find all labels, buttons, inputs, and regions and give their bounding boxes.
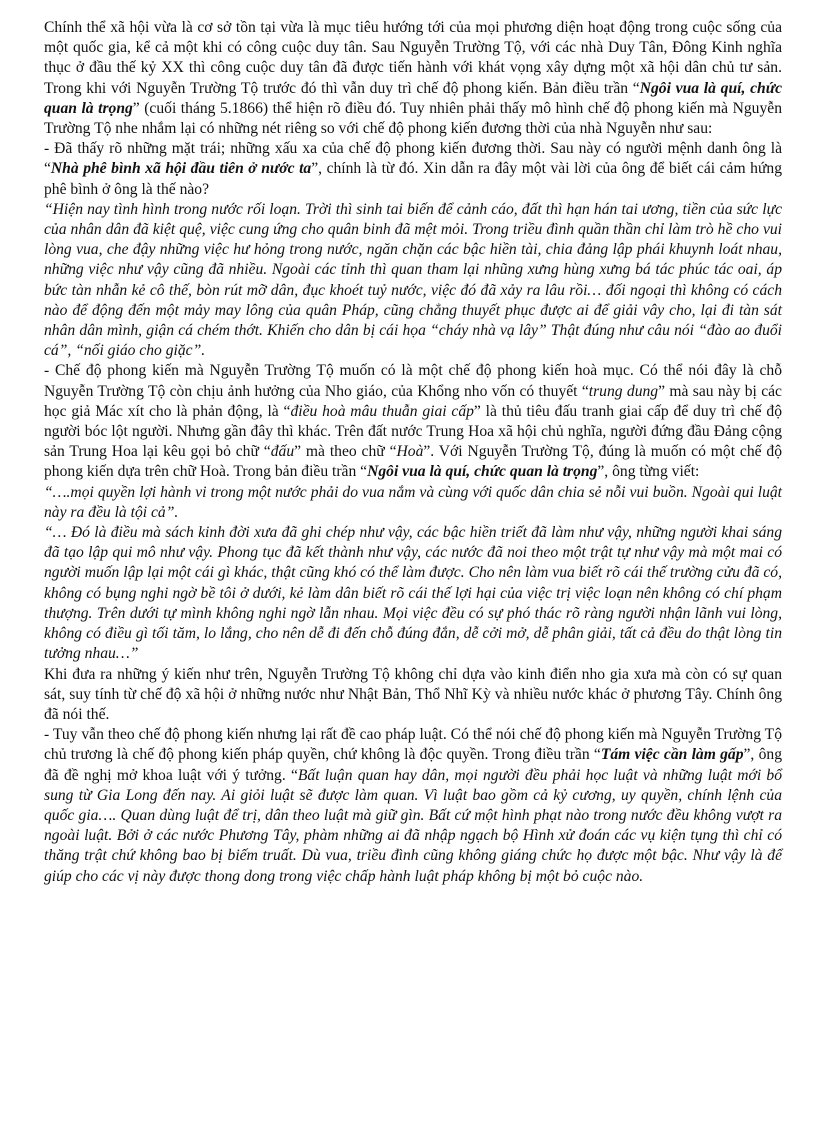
point-harmony-paragraph: - Chế độ phong kiến mà Nguyễn Trường Tộ muốn có là một chế độ phong kiến hoà mục. Có thể nói đây là chỗ Nguyễn Trường Tộ còn chịu ảnh hưởng của Nho giáo, của Khổng nho vốn có thuyết “trung dung” mà sau này bị các học giả Mác xít cho là phản động, là “điều hoà mâu thuẫn giai cấp” là thủ tiêu đấu tranh giai cấp để duy trì chế độ người bóc lột người. Nhưng gần đây thì khác. Trên đất nước Trung Hoa xã hội chủ nghĩa, người đứng đầu Đảng cộng sản Trung Hoa lại kêu gọi bỏ chữ “đấu” mà theo chữ “Hoà”. Với Nguyễn Trường Tộ, đúng là muốn có một chế độ phong kiến dựa trên chữ Hoà. Trong bản điều trần “Ngôi vua là quí, chức quan là trọng”, ông từng viết: [44, 362, 783, 481]
intro-paragraph: Chính thể xã hội vừa là cơ sở tồn tại vừa là mục tiêu hướng tới của mọi phương diện hoạt động trong cuộc sống của một quốc gia, kể cả một khi có công cuộc duy tân. Sau Nguyễn Trường Tộ, với các nhà Duy Tân, Đông Kinh nghĩa thục ở đầu thế kỷ XX thì công cuộc duy tân đã được tiến hành với khát vọng xây dựng một xã hội dân chủ tư sản. Trong khi với Nguyễn Trường Tộ trước đó thì vẫn duy trì chế độ phong kiến. Bản điều trần “Ngôi vua là quí, chức quan là trọng” (cuối tháng 5.1866) thể hiện rõ điều đó. Tuy nhiên phải thấy mô hình chế độ phong kiến mà Nguyễn Trường Tộ nhe nhắm lại có những nét riêng so với chế độ phong kiến đương thời của nhà Nguyễn như sau: [44, 19, 782, 138]
critic-title: Nhà phê bình xã hội đầu tiên ở nước ta [50, 160, 312, 178]
point-critic-paragraph: - Đã thấy rõ những mặt trái; những xấu xa của chế độ phong kiến đương thời. Sau này có người mệnh danh ông là “Nhà phê bình xã hội đầu tiên ở nước ta”, chính là từ đó. Xin dẫn ra đây một vài lời của ông để biết cái cảm hứng phê bình ở ông là thế nào? [44, 140, 782, 198]
decree-title-repeat: Ngôi vua là quí, chức quan là trọng [367, 463, 598, 481]
quote-situation: “Hiện nay tình hình trong nước rối loạn. Trời thì sinh tai biến để cảnh cáo, đất thì hạn hán tai ương, tiền của sức lực của nhân dân đã kiệt quệ, việc cung ứng cho quân binh đã mệt mỏi. Trong triều đình quần thần chỉ làm trò hề cho vui lòng vua, che đậy những việc hư hỏng trong nước, ngăn chặn các bậc hiền tài, chia đảng lập phái khuynh loát nhau, những việc như vậy cũng đã nhiều. Ngoài các tỉnh thì quan tham lại nhũng xưng hùng xưng bá tác phúc tác oai, áp bức tàn nhẫn kẻ cô thế, bòn rút mỡ dân, đục khoét tuỷ nước, việc đó đã xảy ra lâu rồi… đối ngoại thì không có cách nào để động đến một mảy may lông của quân Pháp, cũng chẳng thuyết phục được ai để giải vây cho, lại đi tàn sát nhân dân mình, giận cá chém thớt. Khiến cho dân bị cái họa “cháy nhà vạ lây” Thật đúng như câu nói “đào ao đuổi cá”, “nối giáo cho giặc”. [44, 200, 782, 360]
point-law-paragraph: - Tuy vẫn theo chế độ phong kiến nhưng lại rất đề cao pháp luật. Có thể nói chế độ phong kiến mà Nguyễn Trường Tộ chủ trương là chế độ phong kiến pháp quyền, chứ không là độc quyền. Trong điều trần “Tám việc cần làm gấp”, ông đã đề nghị mở khoa luật với ý tưởng. “Bất luận quan hay dân, mọi người đều phải học luật và những luật mới bổ sung từ Gia Long đến nay. Ai giỏi luật sẽ được làm quan. Vì luật bao gồm cả kỷ cương, uy quyền, chính lệnh của quốc gia…. Quan dùng luật để trị, dân theo luật mà giữ gìn. Bất cứ một hình phạt nào trong nước đều không vượt ra ngoài luật. Bởi ở các nước Phương Tây, phàm những ai đã nhập ngạch bộ Hình xử đoán các vụ kiện tụng thì chỉ có thăng trật chứ không bao bị biếm truất. Dù vua, triều đình cũng không giáng chức họ được một bậc. Như vậy là để giúp cho các vị này được thong dong trong việc chấp hành luật pháp không bị một bỏ cuộc nào. [44, 726, 782, 885]
quote-classics: “… Đó là điều mà sách kinh đời xưa đã ghi chép như vậy, các bậc hiền triết đã làm như vậy, những người khai sáng đã tạo lập qui mô như vậy. Phong tục đã kết thành như vậy, các nước đã noi theo một trật tự như vậy mà một mai có người muốn lập lại một cái gì khác, thật cũng khó có thể làm được. Cho nên làm vua biết rõ cái thế trường cửu đã có, không có bụng nghi ngờ bề tôi ở dưới, kẻ làm dân biết rõ cái thế lợi hại của việc trị việc loạn nên không có chí phạm thượng. Trên dưới tự mình không nghi ngờ lẫn nhau. Mọi việc đều có sự phó thác rõ ràng người nhận lãnh vui lòng, không có điều gì tối tăm, lo lắng, cho nên dễ đi đến chỗ đúng đắn, dễ cởi mở, dễ phân giải, tất cả đều do thật lòng tin tưởng nhau…” [44, 524, 782, 663]
quote-rights: “….mọi quyền lợi hành vi trong một nước phải do vua nắm và cùng với quốc dân chia sẻ nỗi vui buồn. Ngoài qui luật này ra đều là tội cả”. [44, 483, 782, 521]
observation-paragraph: Khi đưa ra những ý kiến như trên, Nguyễn Trường Tộ không chỉ dựa vào kinh điển nho gia xưa mà còn có sự quan sát, suy tính từ chế độ xã hội ở những nước như Nhật Bản, Thổ Nhĩ Kỳ và nhiều nước khác ở phương Tây. Chính ông đã nói thế. [44, 665, 782, 723]
eight-tasks-title: Tám việc cần làm gấp [600, 746, 744, 764]
decree-title: Ngôi vua là quí, chức quan là trọng [44, 79, 782, 117]
